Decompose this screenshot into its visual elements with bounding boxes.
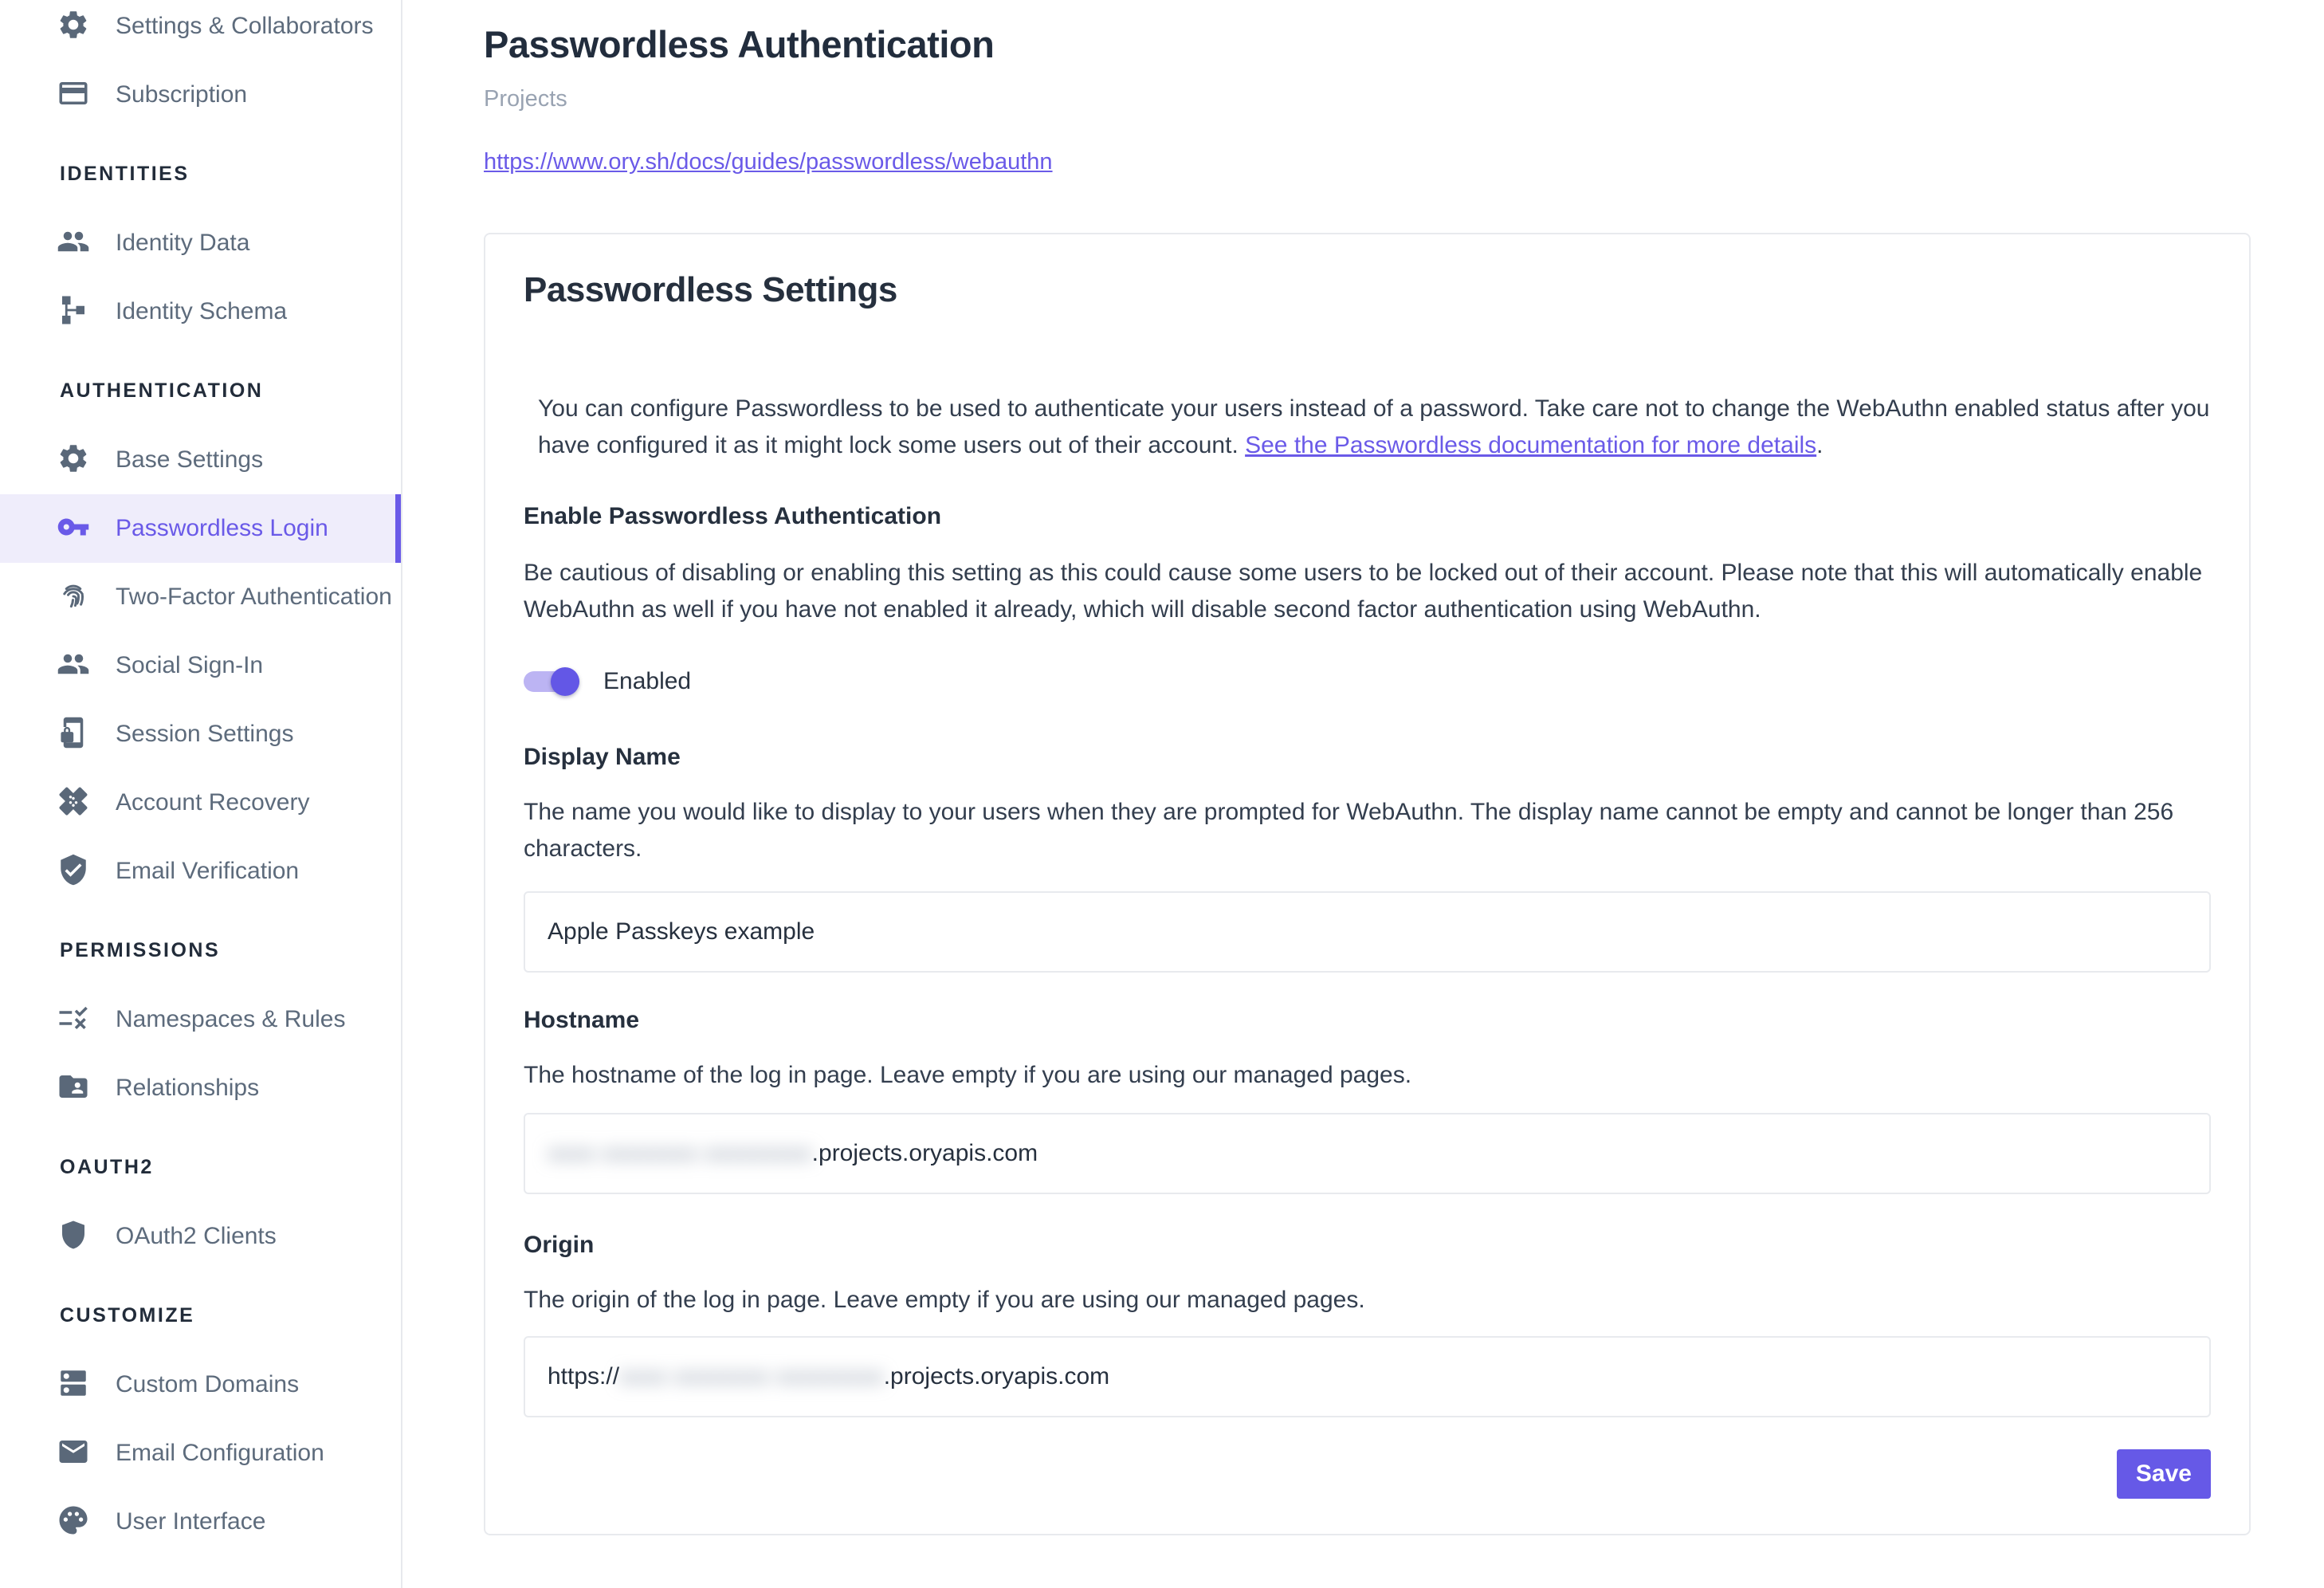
breadcrumb: Projects xyxy=(484,86,567,112)
sidebar-item-session-settings[interactable] xyxy=(0,700,401,768)
hostname-redacted-value: xxxx xxxxxxxx xxxxxxxxx xyxy=(548,1140,812,1166)
sidebar-item-label: Namespaces & Rules xyxy=(116,1006,346,1032)
sidebar-item-label: OAuth2 Clients xyxy=(116,1223,277,1249)
sidebar-item-label: Relationships xyxy=(116,1075,260,1101)
envelope-icon xyxy=(57,1435,90,1472)
sidebar-item-settings-collaborators[interactable] xyxy=(0,0,401,61)
display-name-value: Apple Passkeys example xyxy=(548,918,815,945)
people-icon xyxy=(57,225,90,262)
folder-user-icon xyxy=(57,1070,90,1107)
main-content xyxy=(402,0,2324,1588)
sidebar-item-user-interface[interactable] xyxy=(0,1488,401,1556)
sidebar-item-label: Session Settings xyxy=(116,721,294,747)
hostname-heading: Hostname xyxy=(524,1007,640,1033)
sidebar-item-subscription[interactable] xyxy=(0,61,401,129)
sidebar-section-permissions: PERMISSIONS xyxy=(60,938,221,961)
origin-suffix: .projects.oryapis.com xyxy=(883,1363,1110,1390)
sidebar-section-identities: IDENTITIES xyxy=(60,162,190,185)
server-icon xyxy=(57,1366,90,1404)
sidebar-item-label: Base Settings xyxy=(116,446,264,473)
key-icon xyxy=(57,510,90,548)
bandage-icon xyxy=(57,784,90,822)
sidebar-item-two-factor-authentication[interactable] xyxy=(0,563,401,631)
sidebar-item-label: Social Sign-In xyxy=(116,652,264,678)
display-name-description: The name you would like to display to your users when they are prompted for WebAuthn. The display name cannot be empty and cannot be longer than 256 characters. xyxy=(524,799,2174,862)
sidebar-item-label: Email Verification xyxy=(116,858,300,884)
sidebar-section-oauth2: OAUTH2 xyxy=(60,1155,154,1178)
toggle-thumb xyxy=(551,667,579,696)
sidebar-section-customize: CUSTOMIZE xyxy=(60,1303,195,1327)
gear-icon xyxy=(57,442,90,479)
origin-prefix: https:// xyxy=(548,1363,620,1390)
sidebar-item-base-settings[interactable] xyxy=(0,426,401,494)
doc-link[interactable]: https://www.ory.sh/docs/guides/passwordless/webauthn xyxy=(484,149,1053,175)
sidebar-item-label: Custom Domains xyxy=(116,1371,300,1397)
people-icon xyxy=(57,647,90,685)
sidebar-item-label: Settings & Collaborators xyxy=(116,13,374,39)
sidebar-item-identity-schema[interactable] xyxy=(0,277,401,346)
enable-heading: Enable Passwordless Authentication xyxy=(524,503,942,529)
sidebar-item-label: User Interface xyxy=(116,1508,266,1535)
origin-input[interactable] xyxy=(524,1336,2211,1417)
shield-icon xyxy=(57,1218,90,1256)
palette-icon xyxy=(57,1503,90,1541)
phone-lock-icon xyxy=(57,716,90,753)
sidebar-item-label: Identity Data xyxy=(116,230,250,256)
origin-redacted-value: xxxx xxxxxxxx xxxxxxxxx xyxy=(619,1363,884,1390)
card-actions xyxy=(524,1449,2211,1499)
intro-suffix: . xyxy=(1816,432,1823,458)
sidebar-item-social-sign-in[interactable] xyxy=(0,631,401,700)
credit-card-icon xyxy=(57,77,90,114)
passwordless-docs-link[interactable]: See the Passwordless documentation for more details xyxy=(1245,432,1817,458)
sidebar-item-passwordless-login[interactable] xyxy=(0,494,401,563)
schema-icon xyxy=(57,293,90,331)
save-button[interactable]: Save xyxy=(2117,1449,2211,1499)
sidebar-item-identity-data[interactable] xyxy=(0,209,401,277)
sidebar xyxy=(0,0,402,1588)
fingerprint-icon xyxy=(57,579,90,616)
sidebar-nav xyxy=(0,0,401,1556)
toggle-label: Enabled xyxy=(603,668,692,694)
enable-description: Be cautious of disabling or enabling this setting as this could cause some users to be locked out of their account. Please note that this will automatically enable WebAuthn as well if you have not enabled it already, which will disable second factor authentication using WebAuthn. xyxy=(524,560,2203,623)
sidebar-item-label: Email Configuration xyxy=(116,1440,324,1466)
sidebar-item-email-verification[interactable] xyxy=(0,837,401,906)
sidebar-item-label: Two-Factor Authentication xyxy=(116,584,392,610)
sidebar-item-relationships[interactable] xyxy=(0,1054,401,1122)
origin-description: The origin of the log in page. Leave empty if you are using our managed pages. xyxy=(524,1287,1365,1313)
sidebar-item-account-recovery[interactable] xyxy=(0,768,401,837)
hostname-input[interactable] xyxy=(524,1113,2211,1194)
sidebar-item-custom-domains[interactable] xyxy=(0,1350,401,1419)
card-title: Passwordless Settings xyxy=(524,270,897,309)
sidebar-item-label: Subscription xyxy=(116,81,248,108)
intro-text: You can configure Passwordless to be used to authenticate your users instead of a password. Take care not to change the WebAuthn enabled status after you have configured it as it might lock some users out of their account. xyxy=(538,395,2210,458)
hostname-suffix: .projects.oryapis.com xyxy=(811,1140,1038,1166)
page-title: Passwordless Authentication xyxy=(484,23,995,65)
gear-icon xyxy=(57,8,90,45)
sidebar-item-label: Account Recovery xyxy=(116,789,310,816)
enable-toggle-row xyxy=(524,666,2211,697)
sidebar-item-label: Identity Schema xyxy=(116,298,288,324)
hostname-description: The hostname of the log in page. Leave empty if you are using our managed pages. xyxy=(524,1062,1412,1088)
sidebar-item-oauth2-clients[interactable] xyxy=(0,1202,401,1271)
sidebar-item-label: Passwordless Login xyxy=(116,515,328,541)
origin-heading: Origin xyxy=(524,1232,595,1258)
display-name-heading: Display Name xyxy=(524,744,681,770)
passwordless-settings-card xyxy=(484,233,2251,1535)
rule-icon xyxy=(57,1001,90,1039)
sidebar-item-email-configuration[interactable] xyxy=(0,1419,401,1488)
passwordless-enabled-toggle[interactable] xyxy=(524,666,581,697)
sidebar-section-authentication: AUTHENTICATION xyxy=(60,379,264,402)
sidebar-item-namespaces-rules[interactable] xyxy=(0,985,401,1054)
shield-check-icon xyxy=(57,853,90,890)
display-name-input[interactable] xyxy=(524,891,2211,973)
card-intro xyxy=(538,391,2211,464)
